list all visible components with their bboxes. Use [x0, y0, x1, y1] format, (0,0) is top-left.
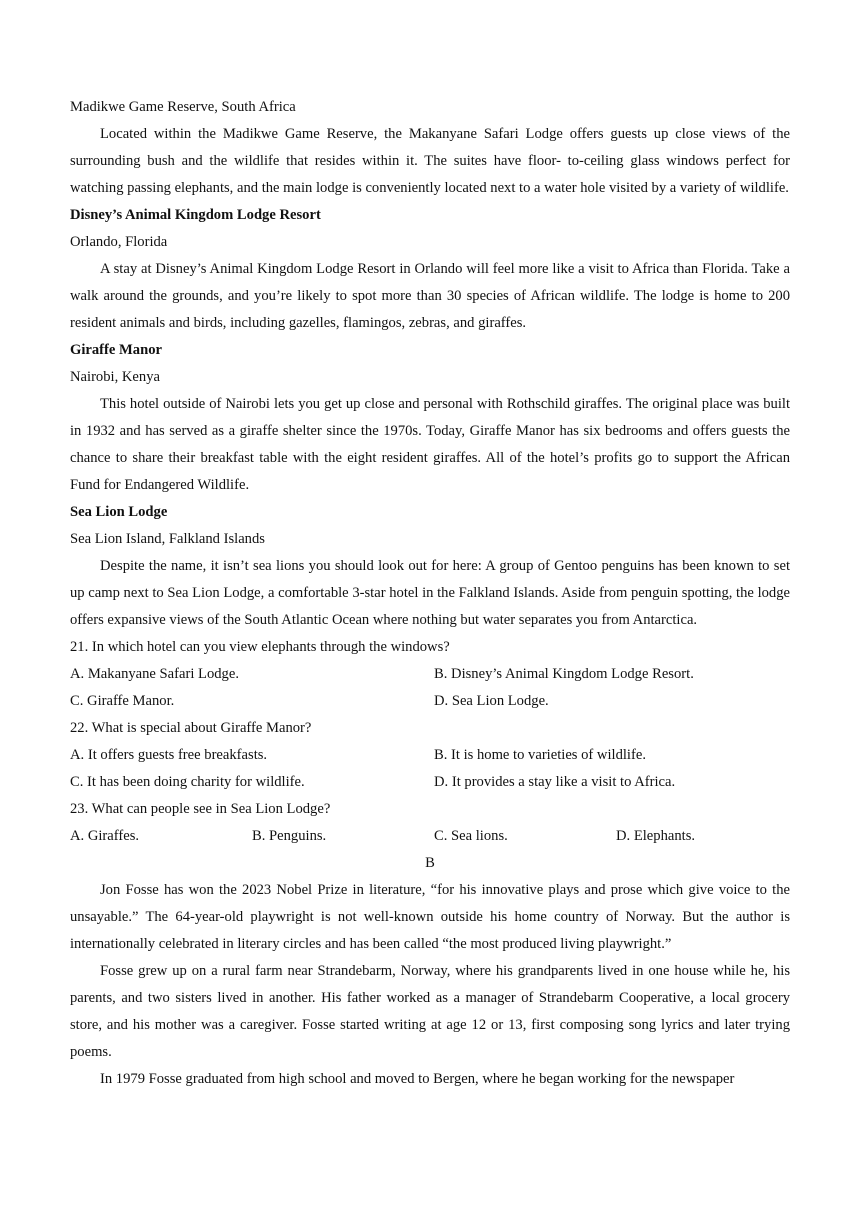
hotel-paragraph: Despite the name, it isn’t sea lions you should look out for here: A group of Gentoo penguins has been known to set up camp next to Sea Lion Lodge, a comfortable 3-star hotel in the Falkland Islands. Aside from penguin spotting, the lodge offers expansive views of the South Atlantic Ocean where nothing but water separates you from Antarctica. [70, 558, 790, 628]
answer-option: A. Giraffes. [70, 828, 140, 844]
answer-option: C. Giraffe Manor. [70, 693, 175, 709]
answer-option: A. Makanyane Safari Lodge. [70, 666, 239, 682]
answer-option: B. Disney’s Animal Kingdom Lodge Resort. [434, 666, 694, 682]
answer-option: D. It provides a stay like a visit to Africa. [434, 774, 676, 790]
hotel-paragraph: This hotel outside of Nairobi lets you get up close and personal with Rothschild giraffes. The original place was built in 1932 and has served as a giraffe shelter since the 1970s. Today, Giraffe Manor has six bedrooms and offers guests the chance to share their breakfast table with the eight resident giraffes. All of the hotel’s profits go to support the African Fund for Endangered Wildlife. [70, 396, 790, 493]
passage-b-paragraph: Fosse grew up on a rural farm near Strandebarm, Norway, where his grandparents lived in one house while he, his parents, and two sisters lived in another. His father worked as a manager of Strandebarm Cooperative, a local grocery store, and his mother was a caregiver. Fosse started writing at age 12 or 13, first composing song lyrics and later trying poems. [70, 963, 790, 1060]
intro-paragraph: Located within the Madikwe Game Reserve, the Makanyane Safari Lodge offers guests up close views of the surrounding bush and the wildlife that resides within it. The suites have floor- to-ceiling glass windows perfect for watching passing elephants, and the main lodge is conveniently located next to a water hole visited by a variety of wildlife. [70, 126, 790, 196]
answer-options-row [70, 688, 790, 715]
hotel-location: Nairobi, Kenya [70, 369, 160, 385]
question-stem: 23. What can people see in Sea Lion Lodge? [70, 801, 331, 817]
answer-option: A. It offers guests free breakfasts. [70, 747, 268, 763]
answer-option: D. Sea Lion Lodge. [434, 693, 549, 709]
hotel-paragraph: A stay at Disney’s Animal Kingdom Lodge Resort in Orlando will feel more like a visit to Africa than Florida. Take a walk around the grounds, and you’re likely to spot more than 30 species of African wildlife. The lodge is home to 200 resident animals and birds, including gazelles, flamingos, zebras, and giraffes. [70, 261, 790, 331]
answer-options-row [70, 769, 790, 796]
answer-option: B. Penguins. [252, 828, 327, 844]
passage-b-paragraph: In 1979 Fosse graduated from high school and moved to Bergen, where he began working for the newspaper [100, 1071, 735, 1087]
section-label: B [425, 855, 435, 871]
answer-option: B. It is home to varieties of wildlife. [434, 747, 646, 763]
answer-option: C. Sea lions. [434, 828, 508, 844]
hotel-location: Orlando, Florida [70, 234, 168, 250]
hotel-name: Disney’s Animal Kingdom Lodge Resort [70, 207, 321, 223]
passage-b-paragraph: Jon Fosse has won the 2023 Nobel Prize in literature, “for his innovative plays and prose which give voice to the unsayable.” The 64-year-old playwright is not well-known outside his home country of Norway. But the author is internationally celebrated in literary circles and has been called “the most produced living playwright.” [70, 882, 790, 952]
answer-options-row [70, 661, 790, 688]
answer-option: D. Elephants. [616, 828, 696, 844]
hotel-name: Sea Lion Lodge [70, 504, 168, 520]
hotel-name: Giraffe Manor [70, 342, 162, 358]
answer-option: C. It has been doing charity for wildlife. [70, 774, 305, 790]
answer-options-row [70, 823, 790, 850]
intro-location: Madikwe Game Reserve, South Africa [70, 99, 296, 115]
document-page [70, 94, 790, 1093]
hotel-location: Sea Lion Island, Falkland Islands [70, 531, 265, 547]
answer-options-row [70, 742, 790, 769]
question-stem: 22. What is special about Giraffe Manor? [70, 720, 312, 736]
question-stem: 21. In which hotel can you view elephants through the windows? [70, 639, 450, 655]
